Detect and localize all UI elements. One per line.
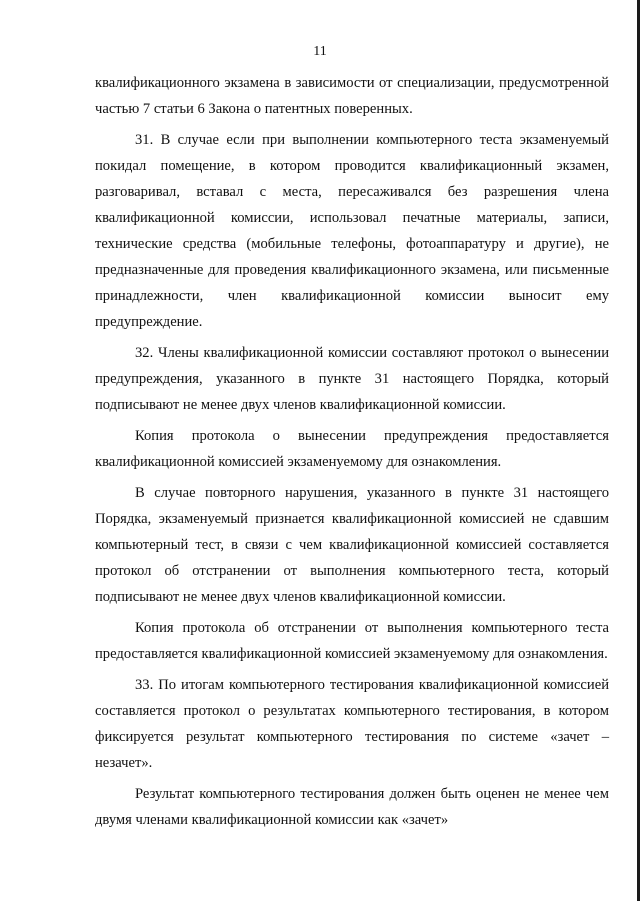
- document-body: [95, 70, 609, 833]
- paragraph-32: 32. Члены квалификационной комиссии составляют протокол о вынесении предупреждения, указанного в пункте 31 настоящего Порядка, который подписывают не менее двух членов квалификационной комиссии.: [95, 345, 609, 413]
- page-number: 11: [313, 44, 327, 59]
- paragraph-copy-removal-protocol: Копия протокола об отстранении от выполнения компьютерного теста предоставляется квалификационной комиссией экзаменуемому для ознакомления.: [95, 620, 609, 662]
- paragraph-31: 31. В случае если при выполнении компьютерного теста экзаменуемый покидал помещение, в котором проводится квалификационный экзамен, разговаривал, вставал с места, пересаживался без разрешения члена квалификационной комиссии, использовал печатные материалы, записи, технические средства (мобильные телефоны, фотоаппаратуру и другие), не предназначенные для проведения квалификационного экзамена, или письменные принадлежности, член квалификационной комиссии выносит ему предупреждение.: [95, 132, 609, 330]
- paragraph-continuation: квалификационного экзамена в зависимости от специализации, предусмотренной частью 7 статьи 6 Закона о патентных поверенных.: [95, 75, 609, 117]
- paragraph-copy-warning-protocol: Копия протокола о вынесении предупреждения предоставляется квалификационной комиссией экзаменуемому для ознакомления.: [95, 428, 609, 470]
- paragraph-repeated-violation: В случае повторного нарушения, указанного в пункте 31 настоящего Порядка, экзаменуемый признается квалификационной комиссией не сдавшим компьютерный тест, в связи с чем квалификационной комиссией составляется протокол об отстранении от выполнения компьютерного теста, который подписывают не менее двух членов квалификационной комиссии.: [95, 485, 609, 605]
- paragraph-test-result: Результат компьютерного тестирования должен быть оценен не менее чем двумя членами квалификационной комиссии как «зачет»: [95, 786, 609, 828]
- paragraph-33: 33. По итогам компьютерного тестирования квалификационной комиссией составляется протокол о результатах компьютерного тестирования, в котором фиксируется результат компьютерного тестирования по системе «зачет – незачет».: [95, 677, 609, 771]
